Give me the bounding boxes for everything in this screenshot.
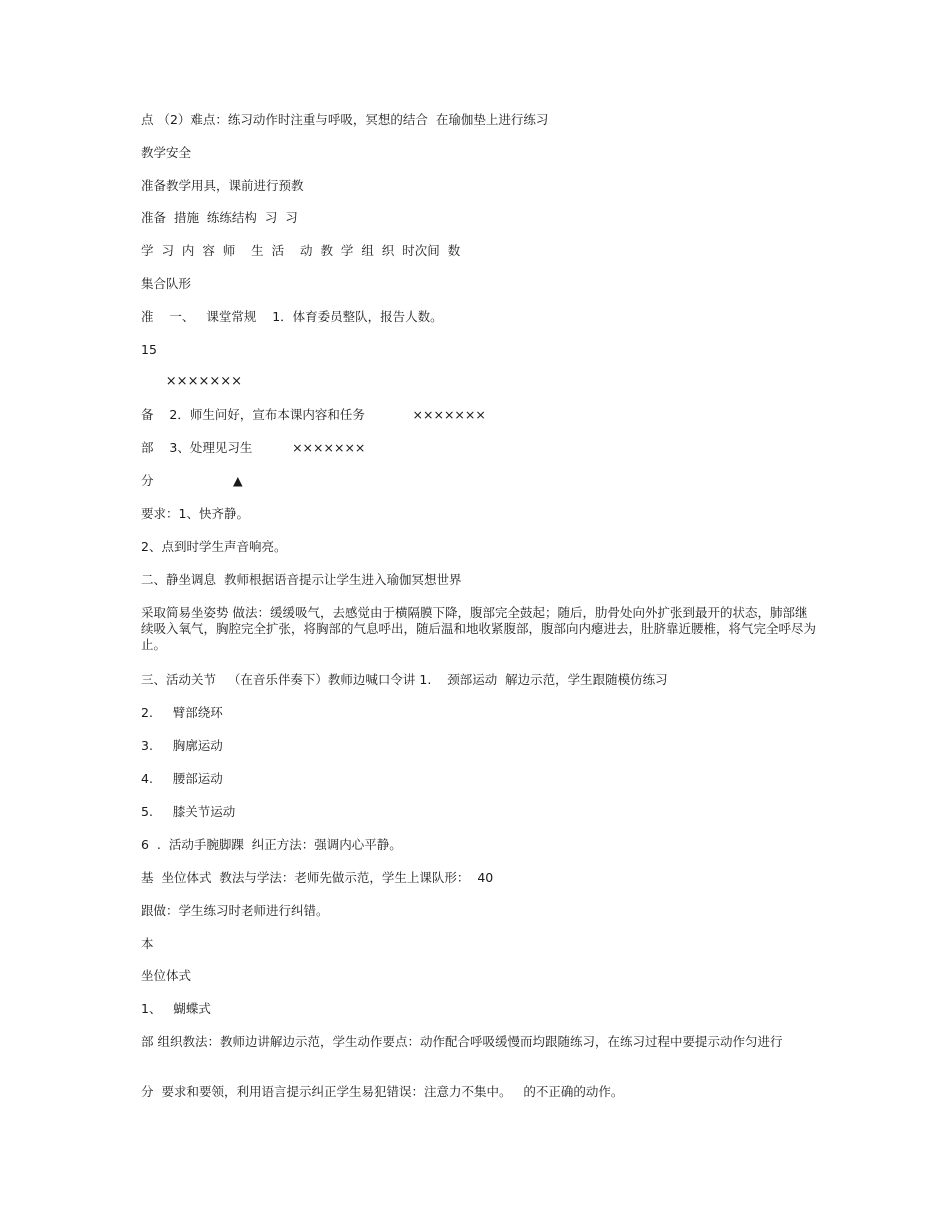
list-item-wrist-ankle: 6 . 活动手腕脚踝 纠正方法：强调内心平静。 [141,837,402,852]
table-header-line: 学 习 内 容 师 生 活 动 教 学 组 织 时次间 数 [141,243,461,258]
observers-line: 部 3、处理见习生 ××××××× [141,440,366,455]
teacher-marker-line: 分 ▲ [141,473,243,488]
class-routine-line: 准 一、 课堂常规 1．体育委员整队，报告人数。 [141,309,443,324]
butterfly-pose-line: 1、 蝴蝶式 [141,1001,211,1016]
meditation-heading: 二、静坐调息 教师根据语音提示让学生进入瑜伽冥想世界 [141,572,462,587]
greeting-line: 备 2．师生问好，宣布本课内容和任务 ××××××× [141,407,486,422]
joint-activity-line: 三、活动关节 （在音乐伴奏下）教师边喊口令讲 1. 颈部运动 解边示范，学生跟随模仿练习 [141,672,668,687]
prep-measures-line: 准备 措施 练练结构 习 习 [141,210,298,225]
organization-method-paragraph: 部 组织教法：教师边讲解边示范，学生动作要点：动作配合呼吸缓慢而均跟随练习，在练习过程中要提示动作匀进行 [141,1034,783,1049]
requirement-line-1: 要求：1、快齐静。 [141,506,249,521]
list-item-waist: 4. 腰部运动 [141,771,223,786]
difficulty-line: 点 （2）难点：练习动作时注重与呼吸，冥想的结合 在瑜伽垫上进行练习 [141,112,549,127]
breathing-method-paragraph: 采取简易坐姿势 做法：缓缓吸气，去感觉由于横隔膜下降，腹部完全鼓起；随后，肋骨处向外扩张到最开的状态，肺部继续吸入氧气，胸腔完全扩张，将胸部的气息呼出，随后温和地收紧腹部，腹部向内瘪进去，肚脐靠近腰椎，将气完全呼尽为止。 [141,605,817,652]
prep-tools-line: 准备教学用具，课前进行预教 [141,178,304,193]
list-item-arm-circles: 2. 臂部绕环 [141,705,223,720]
requirement-line-2: 2、点到时学生声音响亮。 [141,539,287,554]
assembly-formation-line: 集合队形 [141,276,192,291]
follow-along-line: 跟做：学生练习时老师进行纠错。 [141,903,329,918]
list-item-knee: 5. 膝关节运动 [141,804,236,819]
requirements-errors-line: 分 要求和要领，利用语言提示纠正学生易犯错误：注意力不集中。 的不正确的动作。 [141,1084,624,1099]
seated-pose-heading: 坐位体式 [141,968,192,983]
section-label-ben: 本 [141,936,154,951]
formation-row-1: ××××××× [141,374,243,389]
teaching-safety-heading: 教学安全 [141,145,192,160]
seated-pose-method-line: 基 坐位体式 教法与学法：老师先做示范，学生上课队形： 40 [141,870,494,885]
list-item-chest: 3. 胸廓运动 [141,738,223,753]
time-value-line: 15 [141,342,157,357]
